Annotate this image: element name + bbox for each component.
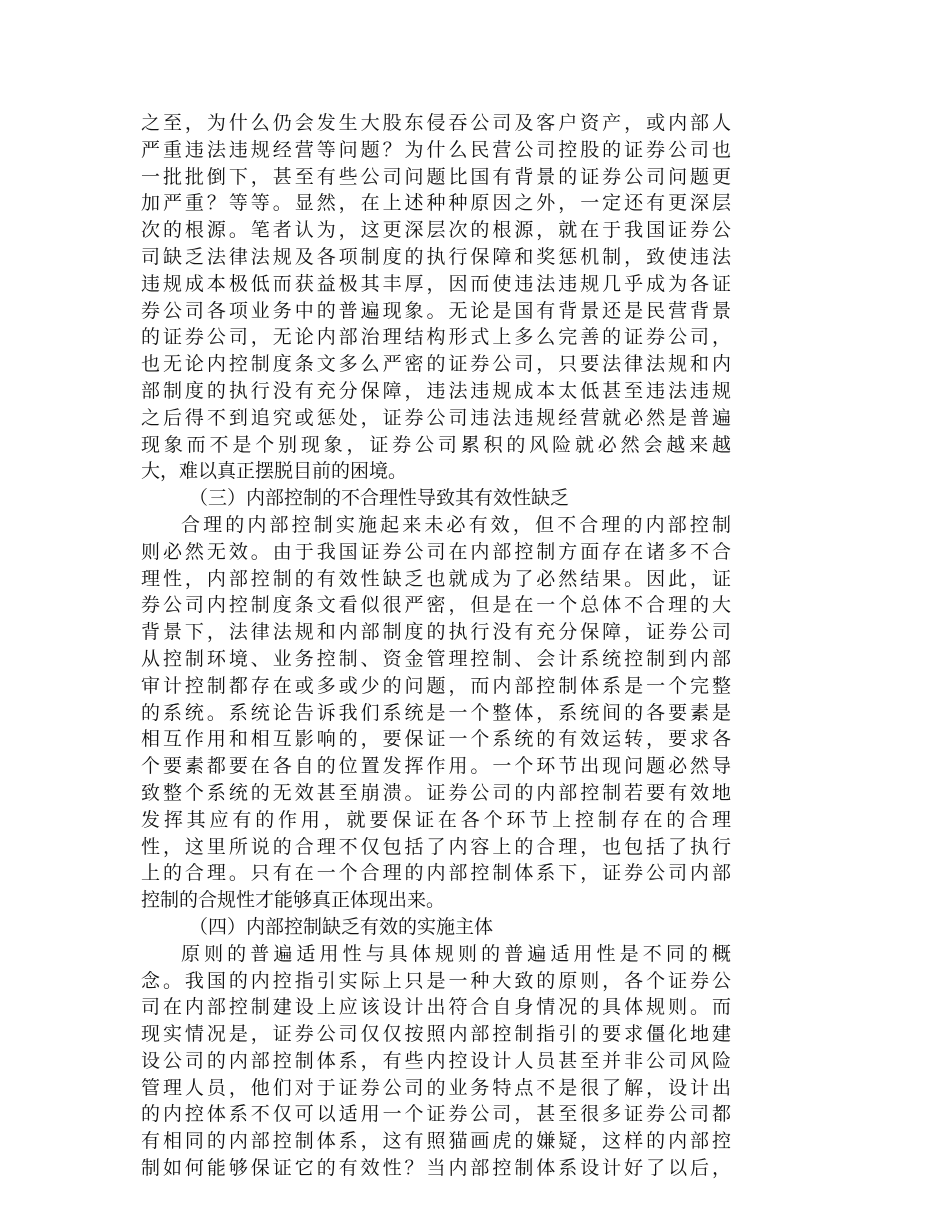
- text-line: 则必然无效。由于我国证券公司在内部控制方面存在诸多不合: [141, 540, 731, 563]
- text-line: 券公司内控制度条文看似很严密，但是在一个总体不合理的大: [141, 594, 731, 617]
- text-line: 合理的内部控制实施起来未必有效，但不合理的内部控制: [181, 513, 731, 536]
- text-line: 之至，为什么仍会发生大股东侵吞公司及客户资产，或内部人: [141, 112, 731, 134]
- text-line: 券公司各项业务中的普遍现象。无论是国有背景还是民营背景: [141, 299, 731, 322]
- text-line: 部制度的执行没有充分保障，违法违规成本太低甚至违法违规: [141, 379, 731, 402]
- text-line: 个要素都要在各自的位置发挥作用。一个环节出现问题必然导: [141, 755, 731, 778]
- text-line: 设公司的内部控制体系，有些内控设计人员甚至并非公司风险: [141, 1049, 731, 1072]
- text-line: 上的合理。只有在一个合理的内部控制体系下，证券公司内部: [141, 862, 731, 885]
- text-line: 司在内部控制建设上应该设计出符合自身情况的具体规则。而: [141, 996, 731, 1019]
- text-line: 发挥其应有的作用，就要保证在各个环节上控制存在的合理: [141, 808, 731, 831]
- text-line: 控制的合规性才能够真正体现出来。: [141, 889, 446, 912]
- text-line: 次的根源。笔者认为，这更深层次的根源，就在于我国证券公: [141, 219, 731, 242]
- text-line: 严重违法违规经营等问题？为什么民营公司控股的证券公司也: [141, 138, 731, 161]
- text-line: 现象而不是个别现象，证券公司累积的风险就必然会越来越: [141, 433, 731, 456]
- text-line: 现实情况是，证券公司仅仅按照内部控制指引的要求僵化地建: [141, 1023, 731, 1046]
- text-line: 违规成本极低而获益极其丰厚，因而使违法违规几乎成为各证: [141, 272, 731, 295]
- text-line: 的系统。系统论告诉我们系统是一个整体，系统间的各要素是: [141, 701, 731, 724]
- text-line: 念。我国的内控指引实际上只是一种大致的原则，各个证券公: [141, 969, 731, 992]
- text-line: 原则的普遍适用性与具体规则的普遍适用性是不同的概: [181, 942, 731, 965]
- text-line: 一批批倒下，甚至有些公司问题比国有背景的证券公司问题更: [141, 165, 731, 188]
- document-page: [141, 110, 731, 1182]
- text-line: 从控制环境、业务控制、资金管理控制、会计系统控制到内部: [141, 647, 731, 670]
- text-line: 加严重？等等。显然，在上述种种原因之外，一定还有更深层: [141, 192, 731, 215]
- text-line: 背景下，法律法规和内部制度的执行没有充分保障，证券公司: [141, 621, 731, 644]
- text-line: 相互作用和相互影响的，要保证一个系统的有效运转，要求各: [141, 728, 731, 751]
- text-line: 制如何能够保证它的有效性？当内部控制体系设计好了以后，: [141, 1157, 731, 1180]
- text-line: 大，难以真正摆脱目前的困境。: [141, 460, 408, 483]
- text-line: 司缺乏法律法规及各项制度的执行保障和奖惩机制，致使违法: [141, 245, 731, 268]
- text-line: 也无论内控制度条文多么严密的证券公司，只要法律法规和内: [141, 353, 731, 376]
- text-line: 有相同的内部控制体系，这有照猫画虎的嫌疑，这样的内部控: [141, 1130, 731, 1153]
- text-line: 管理人员，他们对于证券公司的业务特点不是很了解，设计出: [141, 1076, 731, 1099]
- text-line: 的证券公司，无论内部治理结构形式上多么完善的证券公司，: [141, 326, 731, 349]
- text-line: 之后得不到追究或惩处，证券公司违法违规经营就必然是普遍: [141, 406, 731, 429]
- text-line: 审计控制都存在或多或少的问题，而内部控制体系是一个完整: [141, 674, 731, 697]
- text-line: 的内控体系不仅可以适用一个证券公司，甚至很多证券公司都: [141, 1103, 731, 1126]
- section-heading: （四）内部控制缺乏有效的实施主体: [189, 915, 494, 938]
- section-heading: （三）内部控制的不合理性导致其有效性缺乏: [189, 487, 570, 510]
- text-line: 致整个系统的无效甚至崩溃。证券公司的内部控制若要有效地: [141, 781, 731, 804]
- text-line: 性，这里所说的合理不仅包括了内容上的合理，也包括了执行: [141, 835, 731, 858]
- text-line: 理性，内部控制的有效性缺乏也就成为了必然结果。因此，证: [141, 567, 731, 590]
